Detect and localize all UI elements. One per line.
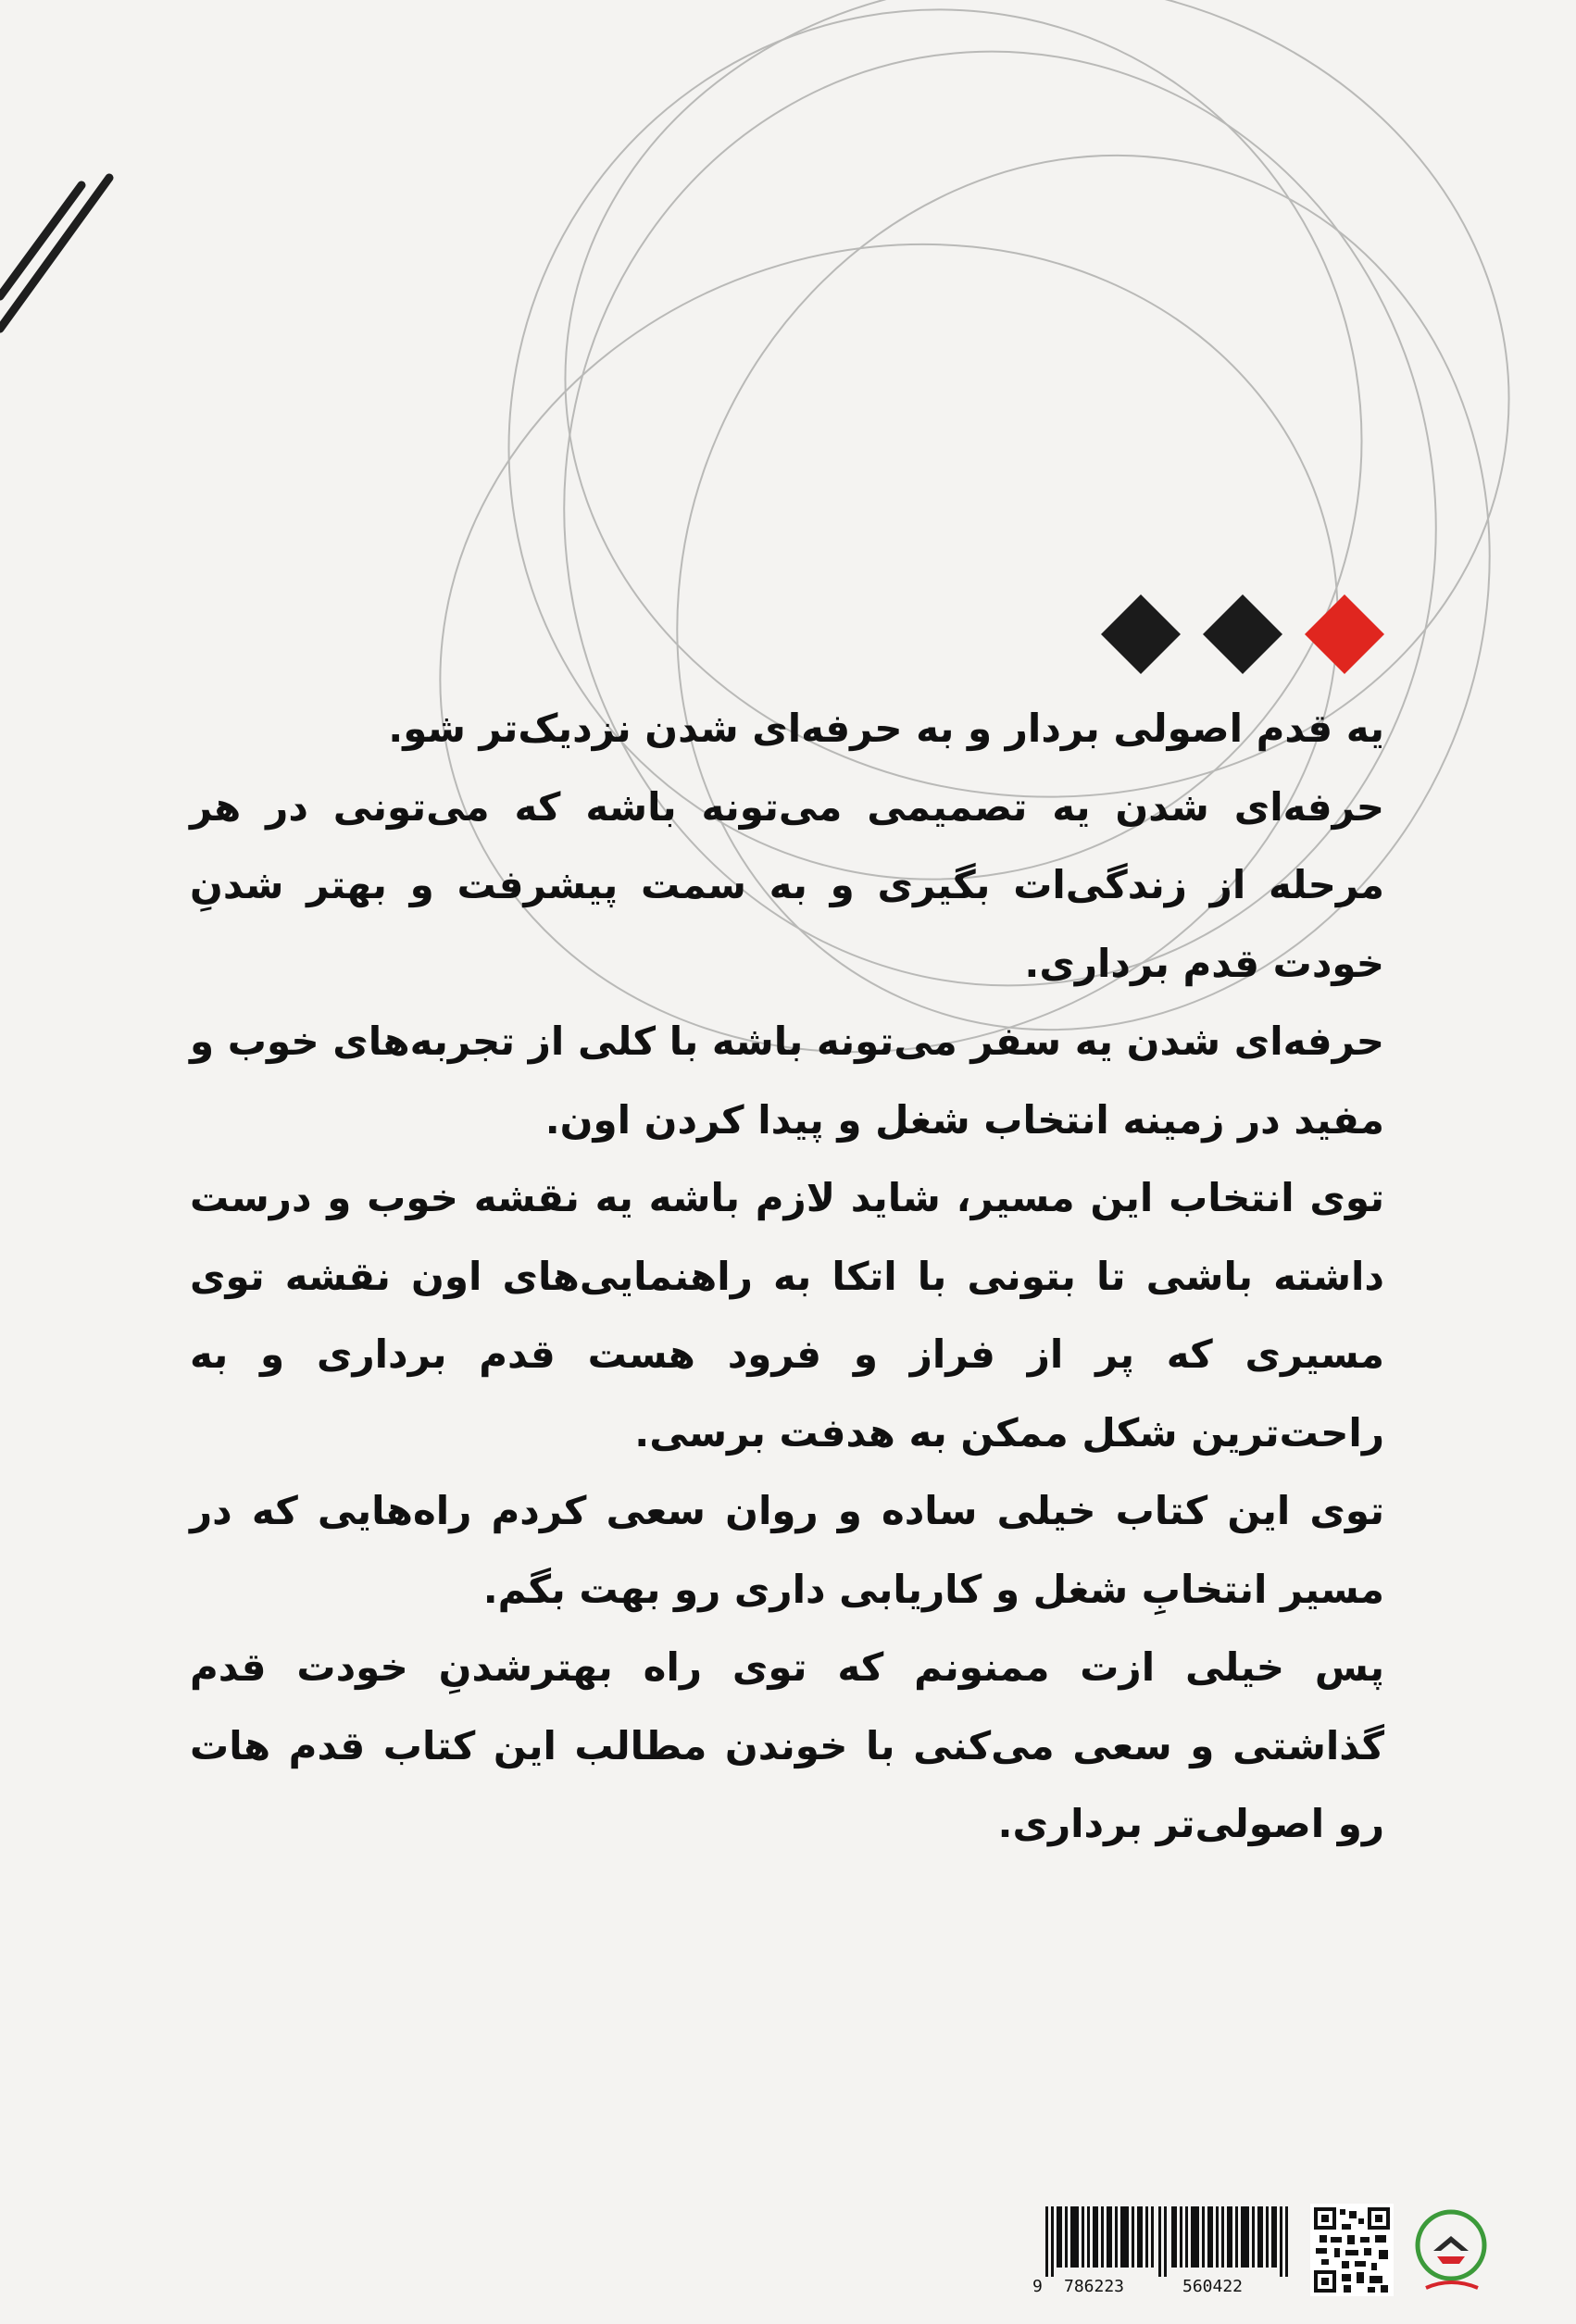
isbn-barcode (1032, 2199, 1292, 2301)
barcode-right-group: 560422 (1182, 2277, 1244, 2296)
diamond-icon (1101, 594, 1181, 674)
back-cover-text (190, 690, 1384, 1864)
paragraph: پس خیلی ازت ممنونم که توی راه بهترشدنِ خودت قدم گذاشتی و سعی می‌کنی با خوندن مطالب این کتاب قدم هات رو اصولی‌تر برداری. (190, 1644, 1384, 1846)
paragraph: یه قدم اصولی بردار و به حرفه‌ای شدن نزدیک‌تر شو. (388, 706, 1384, 751)
paragraph: توی این کتاب خیلی ساده و روان سعی کردم راه‌هایی که در مسیر انتخابِ شغل و کاریابی داری رو بهت بگم. (190, 1488, 1384, 1612)
barcode-digits (1032, 2277, 1292, 2299)
paragraph: حرفه‌ای شدن یه تصمیمی می‌تونه باشه که می‌تونی در هر مرحله از زندگی‌ات بگیری و به سمت پیشرفت و بهتر شدنِ خودت قدم برداری. (190, 783, 1384, 986)
paragraph: توی انتخاب این مسیر، شاید لازم باشه یه نقشه خوب و درست داشته باشی تا بتونی با اتکا به راهنمایی‌های اون نقشه توی مسیری که پر از فراز و فرود هست قدم برداری و به راحت‌ترین شکل ممکن به هدفت برسی. (190, 1175, 1384, 1456)
diamond-icon (1203, 594, 1282, 674)
barcode-left-group: 786223 (1064, 2277, 1125, 2296)
footer (1032, 2199, 1495, 2301)
barcode-bars (1045, 2206, 1288, 2277)
paragraph: حرفه‌ای شدن یه سفر می‌تونه باشه با کلی از تجربه‌های خوب و مفید در زمینه انتخاب شغل و پیدا کردن اون. (190, 1018, 1384, 1143)
diamond-icon (1305, 594, 1384, 674)
corner-slashes-decoration (0, 157, 120, 343)
qr-code-icon (1310, 2199, 1394, 2301)
publisher-logo-icon (1407, 2199, 1495, 2301)
barcode-lead-digit: 9 (1032, 2277, 1043, 2296)
diamond-ornament (1093, 583, 1398, 685)
